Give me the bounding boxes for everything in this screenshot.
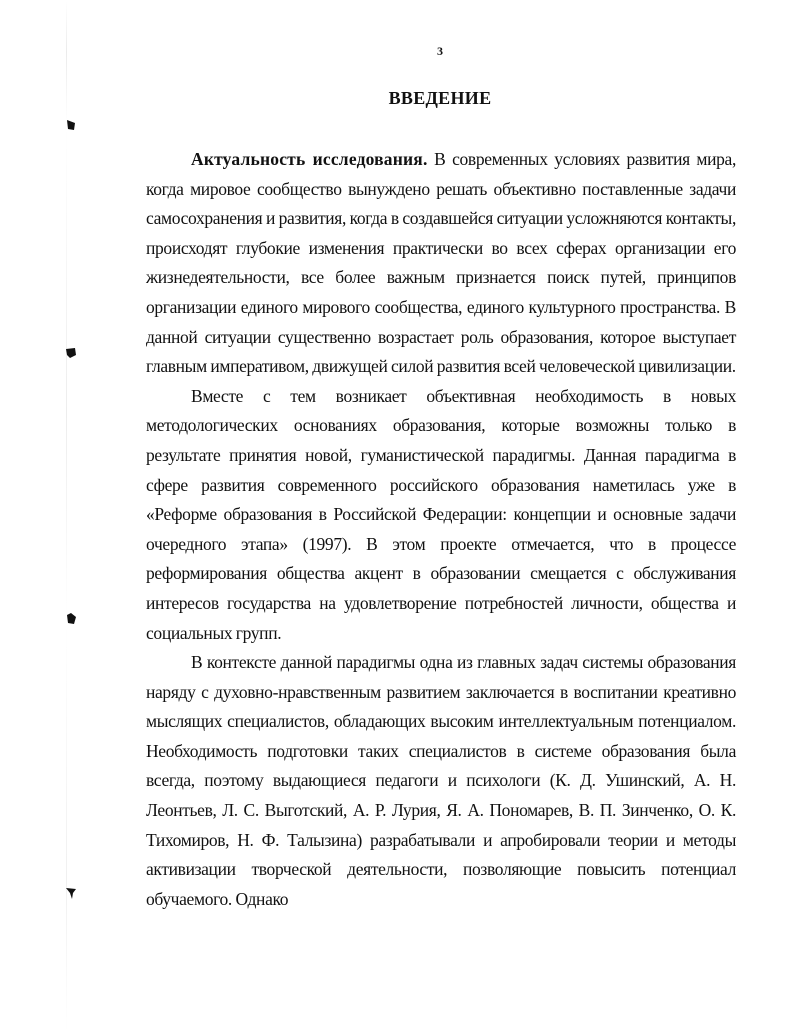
body-text xyxy=(146,145,736,914)
paragraph-text: В контексте данной парадигмы одна из главных задач системы образования наряду с духовно-нравственным развитием заключается в воспитании креативно мыслящих специалистов, обладающих высоким интеллектуальным потенциалом. Необходимость подготовки таких специалистов в системе образования была всегда, поэтому выдающиеся педагоги и психологи (К. Д. Ушинский, А. Н. Леонтьев, Л. С. Выготский, А. Р. Лурия, Я. А. Пономарев, В. П. Зинченко, О. К. Тихомиров, Н. Ф. Талызина) разрабатывали и апробировали теории и методы активизации творческой деятельности, позволяющие повысить потенциал обучаемого. Однако xyxy=(146,652,736,909)
binding-hole-mark-icon xyxy=(64,118,78,132)
paragraph-text: Вместе с тем возникает объективная необходимость в новых методологических основаниях образования, которые возможны только в результате принятия новой, гуманистической парадигмы. Данная парадигма в сфере развития современного российского образования наметилась уже в «Реформе образования в Российской Федерации: концепции и основные задачи очередного этапа» (1997). В этом проекте отмечается, что в процессе реформирования общества акцент в образовании смещается с обслуживания интересов государства на удовлетворение потребностей личности, общества и социальных групп. xyxy=(146,385,736,643)
binding-hole-mark-icon xyxy=(64,346,78,360)
section-heading: ВВЕДЕНИЕ xyxy=(388,88,492,108)
page-number: 3 xyxy=(437,44,443,58)
paragraph-text: В современных условиях развития мира, когда мировое сообщество вынуждено решать объективно поставленные задачи самосохранения и развития, когда в создавшейся ситуации усложняются контакты, происходят глубокие изменения практически во всех сферах организации его жизнедеятельности, все более важным признается поиск путей, принципов организации единого мирового сообщества, единого культурного пространства. В данной ситуации существенно возрастает роль образования, которое выступает главным императивом, движущей силой развития всей человеческой цивилизации. xyxy=(146,149,736,377)
binding-hole-mark-icon xyxy=(64,886,78,900)
scan-edge-shadow xyxy=(66,0,67,1034)
paragraph-creative-thinking xyxy=(146,648,736,914)
binding-hole-mark-icon xyxy=(64,612,78,626)
paragraph-relevance xyxy=(146,145,736,382)
paragraph-methodology xyxy=(146,382,736,648)
paragraph-lead: Актуальность исследования. xyxy=(191,149,428,169)
